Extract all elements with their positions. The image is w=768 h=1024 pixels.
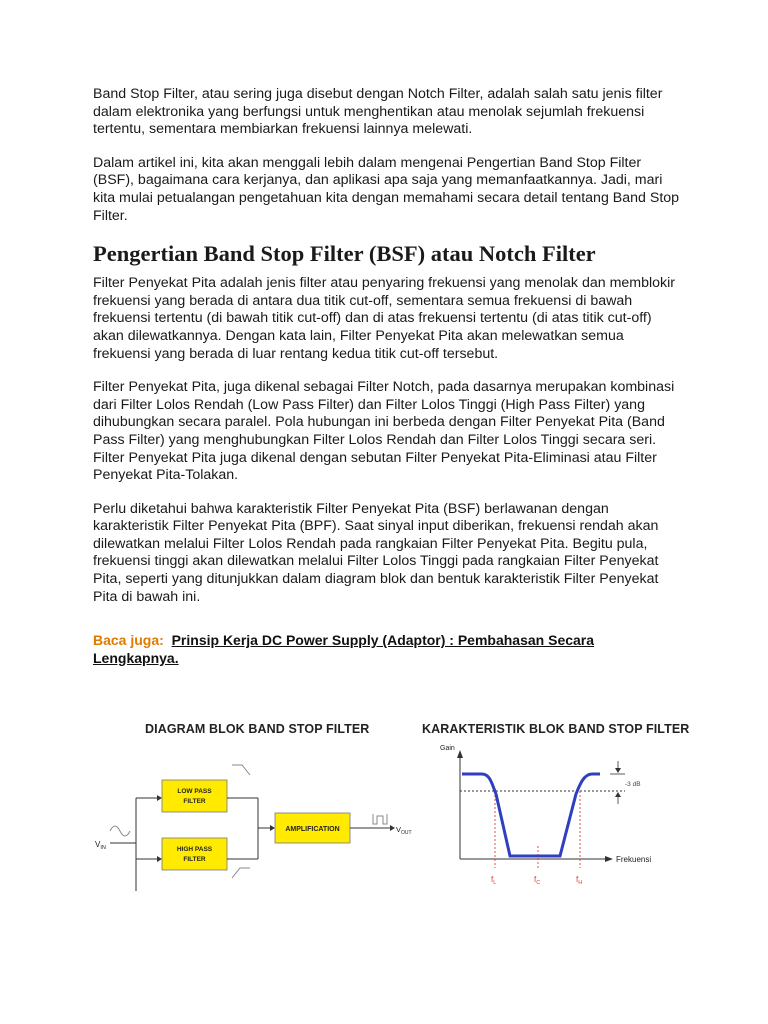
section-heading: Pengertian Band Stop Filter (BSF) atau Notch Filter <box>93 241 596 267</box>
intro-paragraph-2: Dalam artikel ini, kita akan menggali lebih dalam mengenai Pengertian Band Stop Filter (BSF), bagaimana cara kerjanya, dan aplikasi apa saja yang memanfaatkannya. Jadi, mari kita mulai petualangan pengetahuan kita dengan memahami secara detail tentang Band Stop Filter. <box>93 154 680 224</box>
high-pass-block <box>162 838 227 870</box>
low-pass-label-1: LOW PASS <box>177 788 212 795</box>
read-also-label: Baca juga: <box>93 632 164 649</box>
section-paragraph-1: Filter Penyekat Pita adalah jenis filter atau penyaring frekuensi yang menolak dan memblokir frekuensi yang berada di antara dua titik cut-off, sementara semua frekuensi di bawah frekuensi tertentu (di bawah titik cut-off) dan di atas frekuensi tertentu (di atas titik cut-off) akan dilewatkannya. Dengan kata lain, Filter Penyekat Pita akan melewatkan semua frekuensi yang berada di luar rentang kedua titik cut-off tersebut. <box>93 275 675 362</box>
input-sine-icon <box>110 826 130 836</box>
low-pass-block <box>162 780 227 812</box>
diagram-title: DIAGRAM BLOK BAND STOP FILTER <box>145 722 370 736</box>
characteristic-title: KARAKTERISTIK BLOK BAND STOP FILTER <box>422 722 690 736</box>
fh-label: $f_H$ <box>576 875 583 886</box>
read-also <box>93 632 683 667</box>
low-pass-label-2: FILTER <box>183 798 206 805</box>
high-pass-label-1: HIGH PASS <box>176 846 213 853</box>
section-paragraph-3: Perlu diketahui bahwa karakteristik Filter Penyekat Pita (BSF) berlawanan dengan karakteristik Filter Penyekat Pita (BPF). Saat sinyal input diberikan, frekuensi rendah akan dilewatkan melalui Filter Lolos Rendah pada rangkaian Filter Penyekat Pita. Begitu pula, frekuensi tinggi akan dilewatkan melalui Filter Lolos Tinggi pada rangkaian Filter Penyekat Pita, seperti yang ditunjukkan dalam diagram blok dan bentuk karakteristik Filter Penyekat Pita di bawah ini. <box>93 500 659 605</box>
high-pass-label-2: FILTER <box>183 856 206 863</box>
fl-label: $f_L$ <box>491 875 497 886</box>
db-label: -3 dB <box>625 781 641 788</box>
output-notch-icon <box>373 814 387 824</box>
characteristic-graph <box>420 736 690 911</box>
vout-label: $V_{OUT}$ <box>396 825 412 836</box>
gain-axis-label: Gain <box>440 745 455 752</box>
amplification-label: AMPLIFICATION <box>285 826 340 833</box>
section-body <box>93 275 683 606</box>
response-curve <box>462 774 600 856</box>
read-also-link[interactable]: Prinsip Kerja DC Power Supply (Adaptor) : Pembahasan Secara Lengkapnya. <box>93 632 595 666</box>
fc-label: $f_C$ <box>534 875 541 886</box>
high-pass-response-icon <box>232 868 250 878</box>
low-pass-response-icon <box>232 765 250 775</box>
section-paragraph-2: Filter Penyekat Pita, juga dikenal sebagai Filter Notch, pada dasarnya merupakan kombinasi dari Filter Lolos Rendah (Low Pass Filter) dan Filter Lolos Tinggi (High Pass Filter) yang dihubungkan secara paralel. Pola hubungan ini berbeda dengan Filter Penyekat Pita (Band Pass Filter) yang menghubungkan Filter Lolos Rendah dan Filter Lolos Tinggi secara seri. Filter Penyekat Pita juga dikenal dengan sebutan Filter Penyekat Pita-Eliminasi atau Filter Penyekat Pita-Tolakan. <box>93 379 675 484</box>
block-diagram <box>90 736 420 906</box>
vin-label: $V_{IN}$ <box>95 840 106 851</box>
frequency-axis-label: Frekuensi <box>616 855 652 864</box>
article <box>93 86 683 667</box>
intro <box>93 86 683 225</box>
figures <box>90 712 690 902</box>
intro-paragraph-1: Band Stop Filter, atau sering juga disebut dengan Notch Filter, adalah salah satu jenis filter dalam elektronika yang berfungsi untuk menghentikan atau menolak sejumlah frekuensi tertentu, sementara membiarkan frekuensi lainnya melewati. <box>93 86 663 138</box>
